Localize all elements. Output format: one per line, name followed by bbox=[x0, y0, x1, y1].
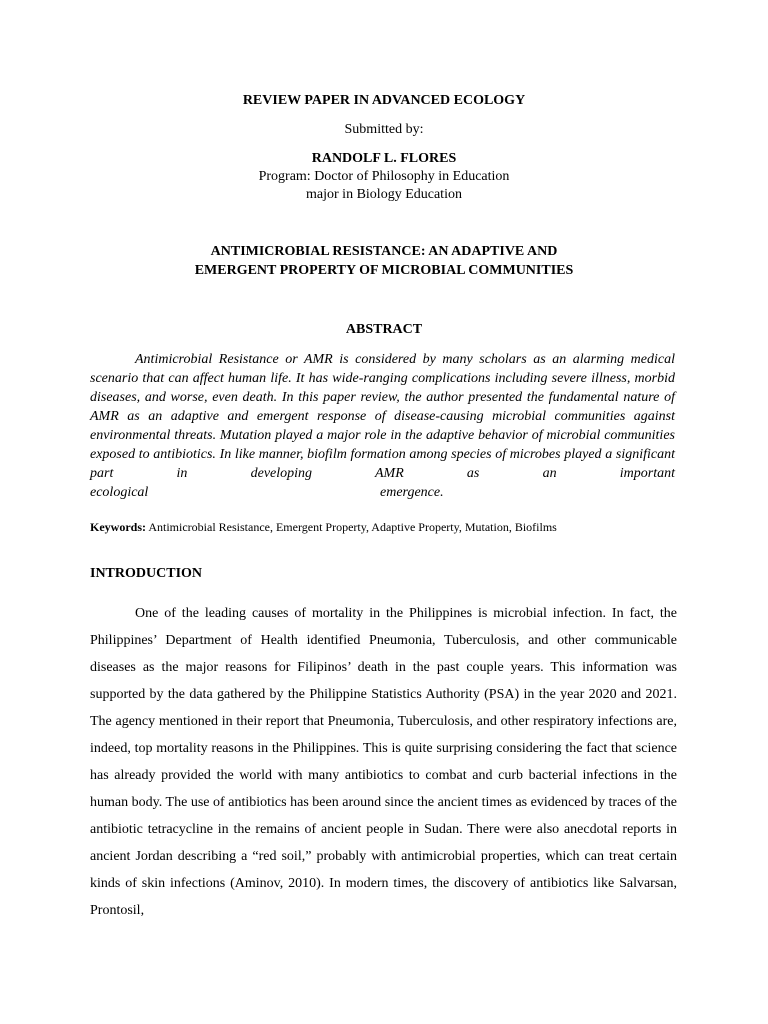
paper-type-heading: REVIEW PAPER IN ADVANCED ECOLOGY bbox=[242, 93, 526, 108]
keywords-line bbox=[90, 520, 690, 535]
keywords-text: Antimicrobial Resistance, Emergent Property, Adaptive Property, Mutation, Biofilms bbox=[148, 520, 557, 534]
abstract-body: Antimicrobial Resistance or AMR is considered by many scholars as an alarming medical scenario that can affect human life. It has wide-ranging complications including severe illness, morbid diseases, and worse, even death. In this paper review, the author presented the fundamental nature of AMR as an adaptive and emergent response of disease-causing microbial communities against environmental threats. Mutation played a major role in the adaptive behavior of microbial communities exposed to antibiotics. In like manner, biofilm formation among species of microbes played a significant part in developing AMR as an important bbox=[90, 352, 675, 481]
author-program: Program: Doctor of Philosophy in Education bbox=[258, 169, 510, 184]
paper-title-line-1: ANTIMICROBIAL RESISTANCE: AN ADAPTIVE AND bbox=[210, 244, 558, 259]
abstract-heading: ABSTRACT bbox=[345, 322, 423, 337]
author-name: RANDOLF L. FLORES bbox=[311, 151, 457, 166]
paper-title-line-2: EMERGENT PROPERTY OF MICROBIAL COMMUNITIES bbox=[194, 263, 574, 278]
author-major: major in Biology Education bbox=[306, 187, 462, 202]
keywords-label: Keywords: bbox=[90, 520, 146, 534]
introduction-body: One of the leading causes of mortality in the Philippines is microbial infection. In fact, the Philippines’ Department of Health identified Pneumonia, Tuberculosis, and other communicable diseases as the major reasons for Filipinos’ death in the past couple years. This information was supported by the data gathered by the Philippine Statistics Authority (PSA) in the year 2020 and 2021. The agency mentioned in their report that Pneumonia, Tuberculosis, and other respiratory infections are, indeed, top mortality reasons in the Philippines. This is quite surprising considering the fact that science has already provided the world with many antibiotics to combat and curb bacterial infections in the human body. The use of antibiotics has been around since the ancient times as evidenced by traces of the antibiotic tetracycline in the remains of ancient people in Sudan. There were also anecdotal reports in ancient Jordan describing a “red soil,” probably with antimicrobial properties, which can treat certain kinds of skin infections (Aminov, 2010). In modern times, the discovery of antibiotics like Salvarsan, Prontosil, bbox=[90, 606, 677, 918]
abstract-last-word-2: emergence. bbox=[380, 485, 444, 500]
introduction-heading: INTRODUCTION bbox=[90, 566, 203, 581]
abstract-last-word-1: ecological bbox=[90, 485, 149, 500]
submitted-by-label: Submitted by: bbox=[344, 122, 424, 137]
